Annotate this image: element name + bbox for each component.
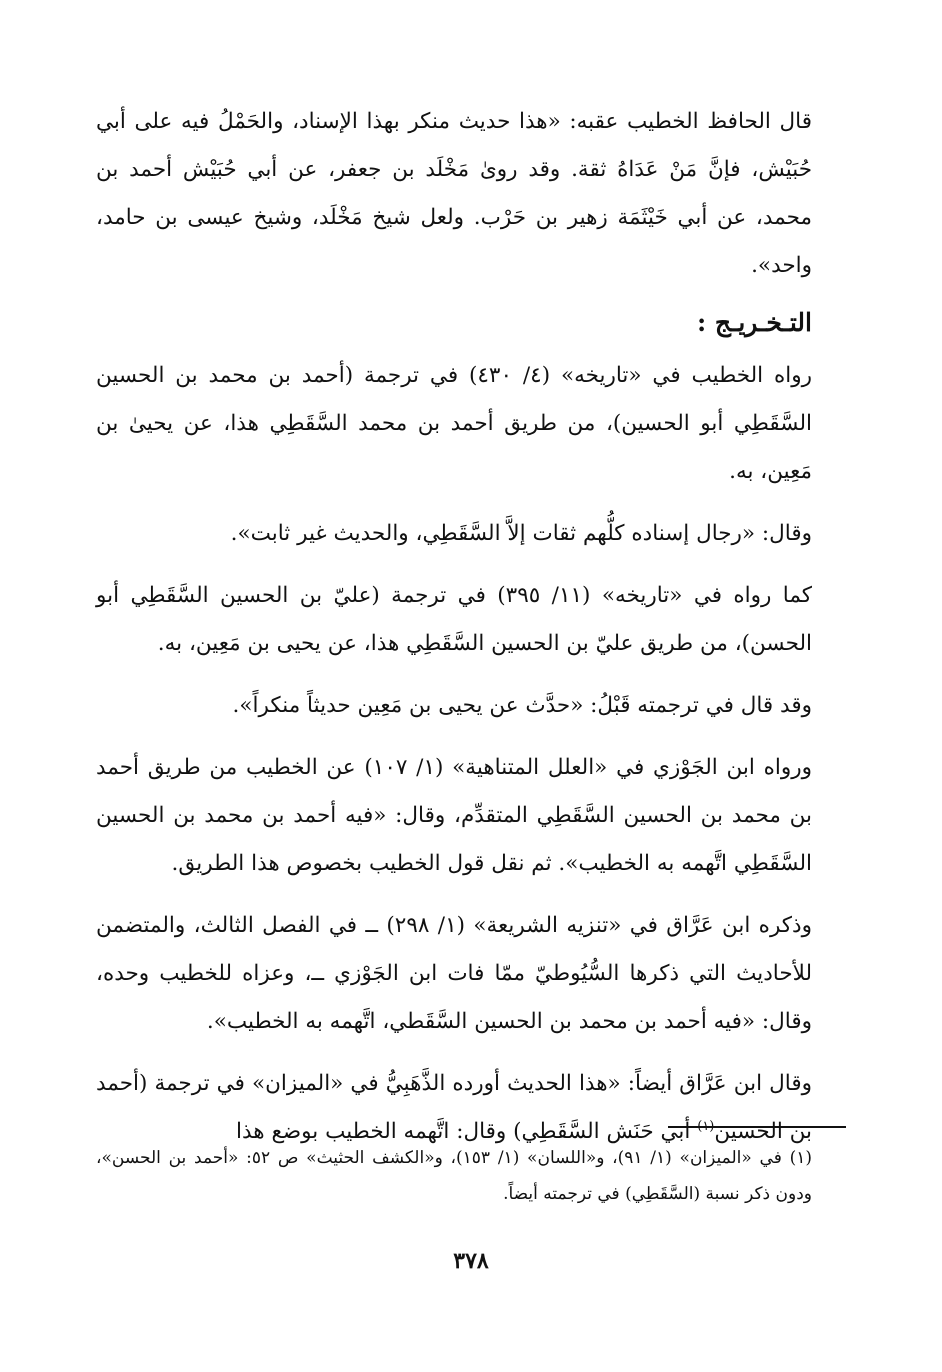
main-text — [96, 98, 812, 1156]
footnote: (١) في «الميزان» (١/ ٩١)، و«اللسان» (١/ ١٥٣)، و«الكشف الحثيث» ص ٥٢: «أحمد بن الحسن»، ودون ذكر نسبة (السَّقَطِي) في ترجمته أيضاً. — [96, 1148, 812, 1204]
paragraph-ibn-arraq: وذكره ابن عَرَّاق في «تنزيه الشريعة» (١/ ٢٩٨) ــ في الفصل الثالث، والمتضمن للأحاديث التي ذكرها السُّيُوطيّ ممّا فات ابن الجَوْزي ــ، وعزاه للخطيب وحده، وقال: «فيه أحمد بن محمد بن الحسين السَّقَطي، اتَّهمه به الخطيب». — [96, 913, 813, 1034]
paragraph-khatib-comment: قال الحافظ الخطيب عقبه: «هذا حديث منكر بهذا الإسناد، والحَمْلُ فيه على أبي حُبَيْش، فإنَّ مَنْ عَدَاهُ ثقة. وقد روىٰ مَخْلَد بن جعفر، عن أبي حُبَيْش أحمد بن محمد، عن أبي خَيْثَمَة زهير بن حَرْب. ولعل شيخ مَخْلَد، وشيخ عيسى بن حامد، واحد». — [96, 109, 812, 278]
page-number: ٣٧٨ — [453, 1248, 489, 1274]
footnote-separator — [668, 1126, 846, 1128]
paragraph-tarikh-ali: كما رواه في «تاريخه» (١١/ ٣٩٥) في ترجمة (عليّ بن الحسين السَّقَطِي أبو الحسن)، من طريق عليّ بن الحسين السَّقَطِي هذا، عن يحيى بن مَعِين، به. — [96, 583, 813, 656]
paragraph-tarikh-ahmad: رواه الخطيب في «تاريخه» (٤/ ٤٣٠) في ترجمة (أحمد بن محمد بن الحسين السَّقَطِي أبو الحسين)، من طريق أحمد بن محمد السَّقَطِي هذا، عن يحيىٰ بن مَعِين، به. — [96, 363, 812, 484]
footnote-reference: (١) — [697, 1118, 715, 1134]
paragraph-rijal: وقال: «رجال إسناده كلُّهم ثقات إلاَّ السَّقَطِي، والحديث غير ثابت». — [230, 521, 812, 546]
paragraph-ibn-jawzi: ورواه ابن الجَوْزي في «العلل المتناهية» (١/ ١٠٧) عن الخطيب من طريق أحمد بن محمد بن الحسين السَّقَطِي المتقدِّم، وقال: «فيه أحمد بن محمد بن الحسين السَّقَطِي اتَّهمه به الخطيب». ثم نقل قول الخطيب بخصوص هذا الطريق. — [96, 755, 812, 876]
paragraph-ibn-arraq-also-start: وقال ابن عَرَّاق أيضاً: «هذا الحديث أورده الذَّهَبِيُّ في «الميزان» في ترجمة (أحمد بن الحسين — [96, 1071, 812, 1144]
paragraph-ibn-arraq-also-end: أبي حَنَش السَّقَطِي) وقال: اتَّهمه الخطيب بوضع هذا — [236, 1119, 691, 1144]
paragraph-qabl: وقد قال في ترجمته قَبْلُ: «حدَّث عن يحيى بن مَعِين حديثاً منكراً». — [232, 693, 812, 718]
section-heading-takhrij: التـخـريـج : — [696, 308, 812, 337]
